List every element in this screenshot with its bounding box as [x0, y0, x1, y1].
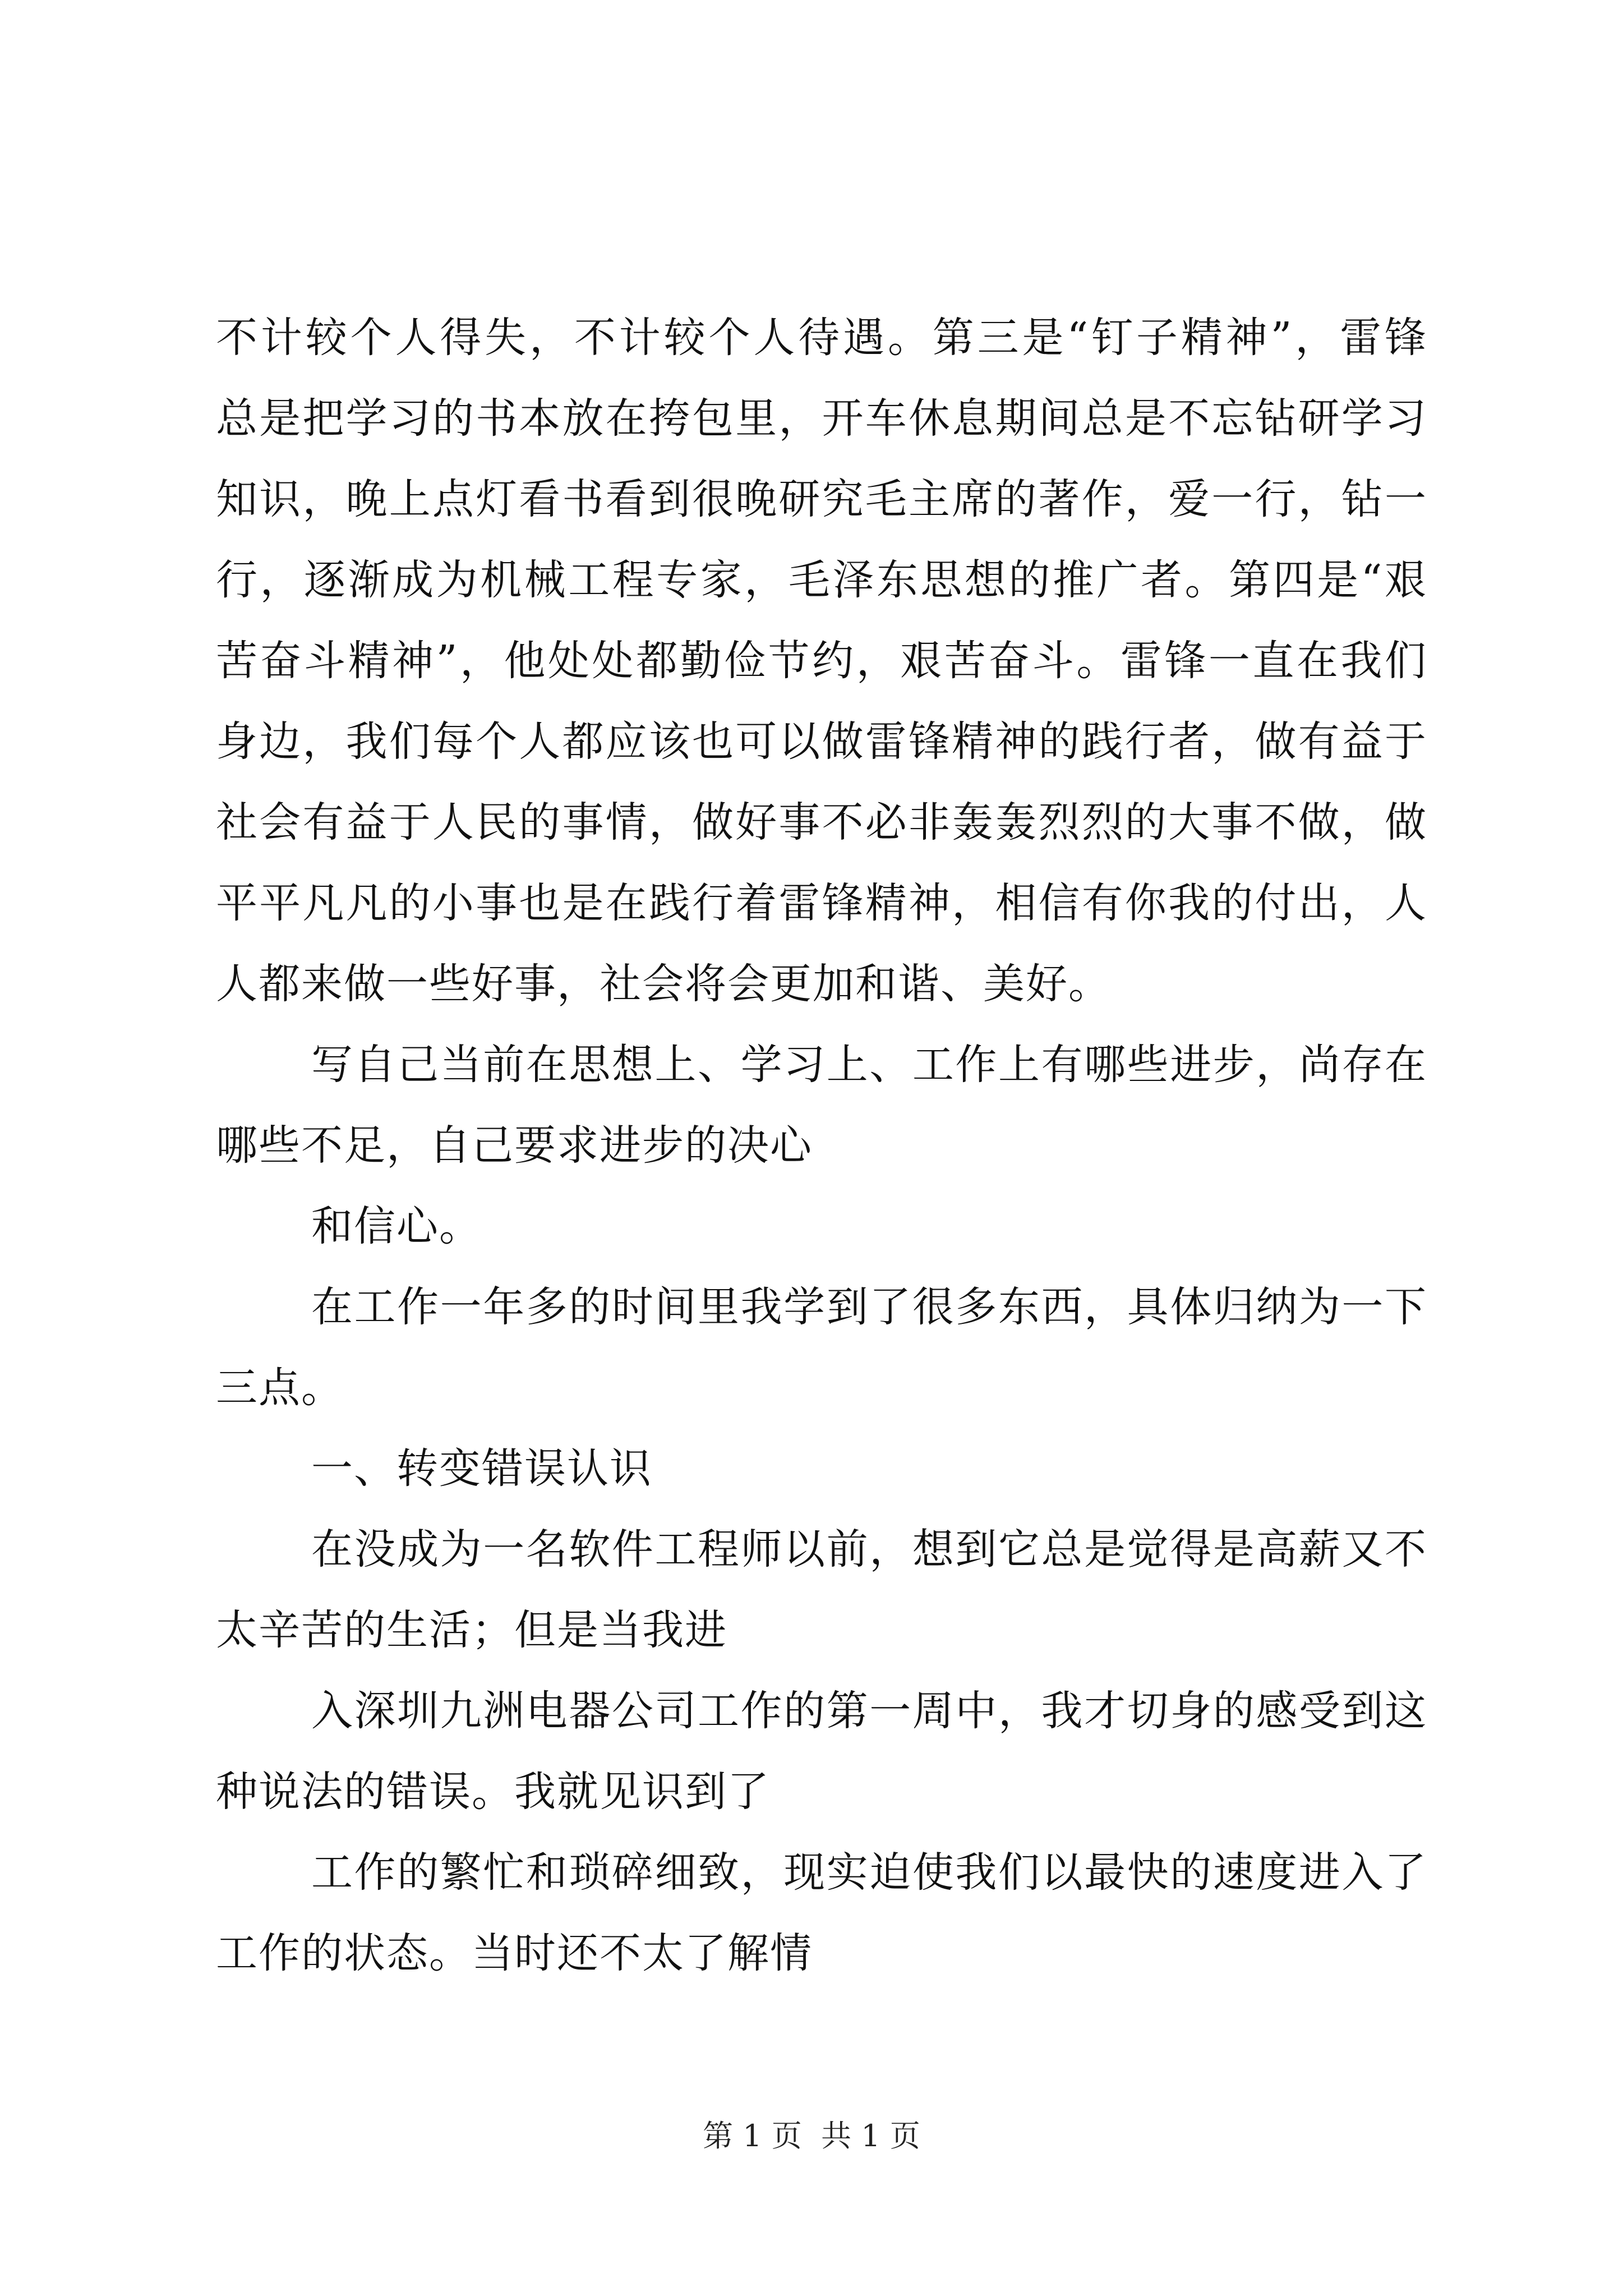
text-line: 工作的状态。当时还不太了解情	[216, 1929, 813, 1977]
text-line: 哪些不足，自己要求进步的决心	[216, 1121, 813, 1170]
paragraph-first-line: 工作的繁忙和琐碎细致，现实迫使我们以最快的速度进入了	[311, 1848, 1427, 1897]
body-text	[216, 297, 1427, 1994]
text-line: 总是把学习的书本放在挎包里，开车休息期间总是不忘钻研学习	[216, 394, 1427, 443]
text-line: 身边，我们每个人都应该也可以做雷锋精神的践行者，做有益于	[216, 717, 1427, 766]
text-line: 三点。	[216, 1364, 344, 1412]
text-line: 行，逐渐成为机械工程专家，毛泽东思想的推广者。第四是“艰	[216, 556, 1427, 604]
page-number-label: 第 1 页 共 1 页	[703, 2118, 920, 2154]
text-line: 苦奋斗精神”，他处处都勤俭节约，艰苦奋斗。雷锋一直在我们	[216, 637, 1427, 685]
text-line: 人都来做一些好事，社会将会更加和谐、美好。	[216, 960, 1111, 1008]
text-line: 不计较个人得失，不计较个人待遇。第三是“钉子精神”，雷锋	[216, 314, 1427, 362]
text-line: 知识，晚上点灯看书看到很晚研究毛主席的著作，爱一行，钻一	[216, 475, 1427, 523]
page-footer	[0, 2114, 1623, 2159]
paragraph-first-line: 在没成为一名软件工程师以前，想到它总是觉得是高薪又不	[311, 1525, 1427, 1573]
text-line: 种说法的错误。我就见识到了	[216, 1768, 770, 1816]
paragraph-first-line: 在工作一年多的时间里我学到了很多东西，具体归纳为一下	[311, 1283, 1427, 1331]
text-line: 社会有益于人民的事情，做好事不必非轰轰烈烈的大事不做，做	[216, 798, 1427, 846]
section-heading: 一、转变错误认识	[311, 1444, 652, 1493]
paragraph-first-line: 入深圳九洲电器公司工作的第一周中，我才切身的感受到这	[311, 1687, 1427, 1735]
text-line: 平平凡凡的小事也是在践行着雷锋精神，相信有你我的付出，人	[216, 879, 1427, 927]
text-line: 太辛苦的生活；但是当我进	[216, 1606, 727, 1654]
paragraph-first-line: 写自己当前在思想上、学习上、工作上有哪些进步，尚存在	[311, 1041, 1427, 1089]
paragraph-first-line: 和信心。	[311, 1202, 482, 1250]
